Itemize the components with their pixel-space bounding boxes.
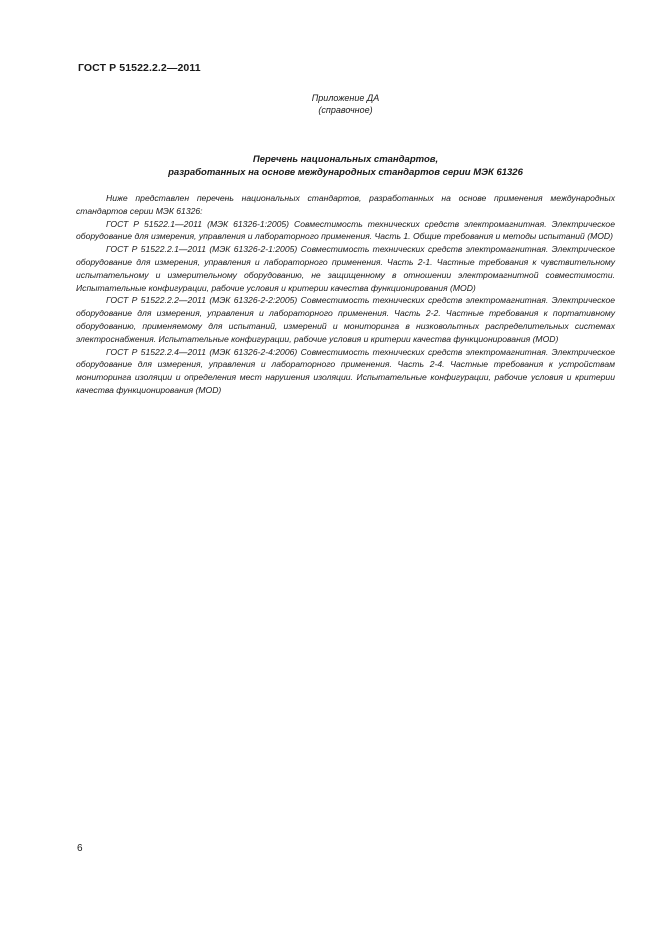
- list-title-line-1: Перечень национальных стандартов,: [252, 154, 439, 165]
- list-title-line-2: разработанных на основе международных стандартов серии МЭК 61326: [168, 167, 523, 178]
- standards-list: [76, 192, 615, 397]
- standard-entry: ГОСТ Р 51522.1—2011 (МЭК 61326-1:2005) Совместимость технических средств электромагнитная. Электрическое оборудование для измерения, управления и лабораторного применения. Часть 1. Общие требования и методы испытаний (MOD): [76, 218, 615, 242]
- appendix-note: (справочное): [318, 105, 373, 115]
- document-code-header: ГОСТ Р 51522.2.2—2011: [78, 62, 201, 74]
- list-title: [0, 153, 661, 179]
- page-number: 6: [77, 843, 83, 854]
- intro-paragraph: Ниже представлен перечень национальных стандартов, разработанных на основе применения международных стандартов серии МЭК 61326:: [76, 193, 615, 216]
- appendix-heading: [0, 92, 661, 116]
- standard-entry: ГОСТ Р 51522.2.2—2011 (МЭК 61326-2-2:2005) Совместимость технических средств электромагнитная. Электрическое оборудование для измерения, управления и лабораторного применения. Часть 2-2. Частные требования к портативному оборудованию, применяемому для испытаний, измерений и мониторинга в низковольтных распределительных системах электроснабжения. Испытательные конфигурации, рабочие условия и критерии качества функционирования (MOD): [76, 295, 615, 344]
- standard-entry: ГОСТ Р 51522.2.1—2011 (МЭК 61326-2-1:2005) Совместимость технических средств электромагнитная. Электрическое оборудование для измерения, управления и лабораторного применения. Часть 2-1. Частные требования к чувствительному испытательному и измерительному оборудованию, не защищенному в отношении электромагнитной совместимости. Испытательные конфигурации, рабочие условия и критерии качества функционирования (MOD): [76, 244, 615, 293]
- appendix-label: Приложение ДА: [311, 93, 380, 103]
- standard-entry: ГОСТ Р 51522.2.4—2011 (МЭК 61326-2-4:2006) Совместимость технических средств электромагнитная. Электрическое оборудование для измерения, управления и лабораторного применения. Часть 2-4. Частные требования к устройствам мониторинга изоляции и определения мест нарушения изоляции. Испытательные конфигурации, рабочие условия и критерии качества функционирования (MOD): [76, 346, 615, 395]
